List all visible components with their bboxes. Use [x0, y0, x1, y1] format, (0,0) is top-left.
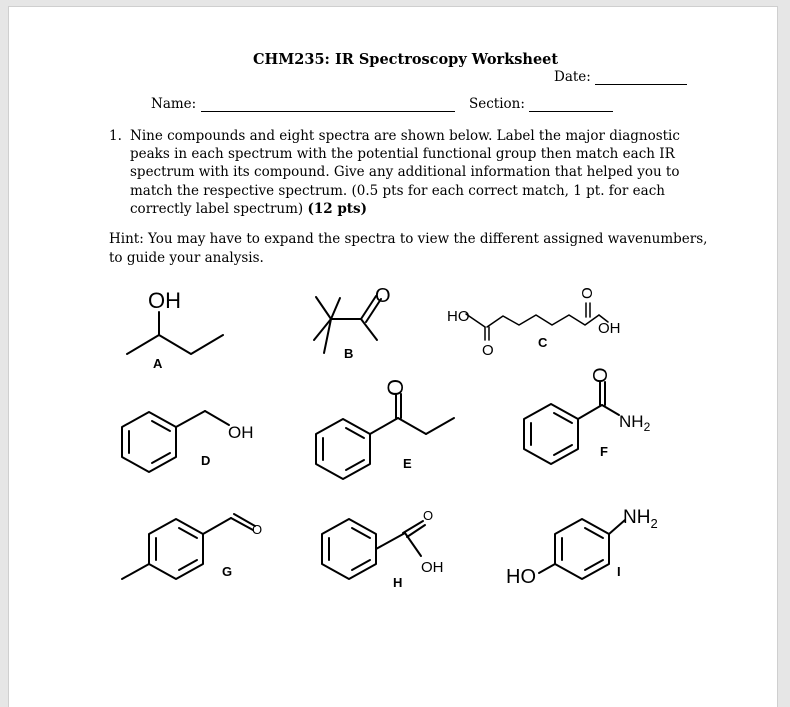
- compound-structures: [9, 7, 777, 697]
- compound-i-ho: HO: [506, 566, 536, 588]
- compound-f-nh: [619, 412, 651, 434]
- compound-g-oxygen: O: [252, 522, 263, 537]
- name-label: Name:: [151, 96, 197, 112]
- section-label: Section:: [469, 96, 525, 112]
- compound-a-structure: [127, 312, 223, 354]
- worksheet-page: [8, 6, 778, 707]
- compound-c-oxygen-right: O: [579, 287, 596, 299]
- compound-e-structure: [316, 394, 454, 479]
- compound-c-oh: OH: [598, 320, 621, 337]
- compound-d-label: D: [201, 453, 211, 468]
- compound-e-oxygen: O: [383, 378, 408, 396]
- compound-h-label: H: [393, 575, 403, 590]
- compound-c-label: C: [538, 335, 548, 350]
- compound-h-oh: OH: [421, 559, 444, 576]
- compound-f-label: F: [600, 444, 608, 459]
- question-body: Nine compounds and eight spectra are shown below. Label the major diagnostic peaks in each spectrum with the potential functional group then match each IR spectrum with its compound. Give any additional information that helped you to match the respective spectrum. (0.5 pts for each correct match, 1 pt. for each correctly label spectrum): [130, 128, 680, 217]
- compound-f-nh-text: NH: [619, 412, 644, 431]
- compound-c-structure: [466, 303, 608, 340]
- date-label: Date:: [554, 69, 591, 85]
- compound-a-oh: OH: [148, 288, 181, 313]
- question-points: (12 pts): [307, 200, 368, 217]
- compound-i-nh-text: NH: [623, 507, 651, 528]
- question-number: 1.: [109, 128, 122, 144]
- compound-h-oxygen: O: [423, 508, 434, 523]
- compound-b-oxygen: O: [375, 285, 391, 307]
- compound-d-oh: OH: [228, 423, 254, 442]
- compound-b-label: B: [344, 346, 354, 361]
- compound-i-nh: [623, 507, 658, 531]
- compound-c-ho: HO: [447, 308, 470, 325]
- hint-text: Hint: You may have to expand the spectra to view the different assigned wavenumbers, to guide your analysis.: [109, 231, 708, 266]
- compound-i-label: I: [617, 564, 621, 579]
- compound-g-label: G: [222, 564, 233, 579]
- compound-i-nh-subscript: 2: [650, 516, 658, 531]
- compound-f-nh-subscript: 2: [643, 420, 651, 434]
- compound-c-oxygen-left: O: [482, 342, 494, 359]
- compound-i-structure: [539, 519, 625, 579]
- compound-a-label: A: [153, 356, 163, 371]
- compound-g-structure: [122, 514, 255, 579]
- compound-f-oxygen: O: [590, 367, 612, 383]
- compound-e-label: E: [403, 456, 412, 471]
- worksheet-title: CHM235: IR Spectroscopy Worksheet: [253, 51, 559, 68]
- compound-d-structure: [122, 411, 229, 472]
- compound-h-structure: [322, 519, 425, 579]
- compound-b-structure: [314, 296, 381, 353]
